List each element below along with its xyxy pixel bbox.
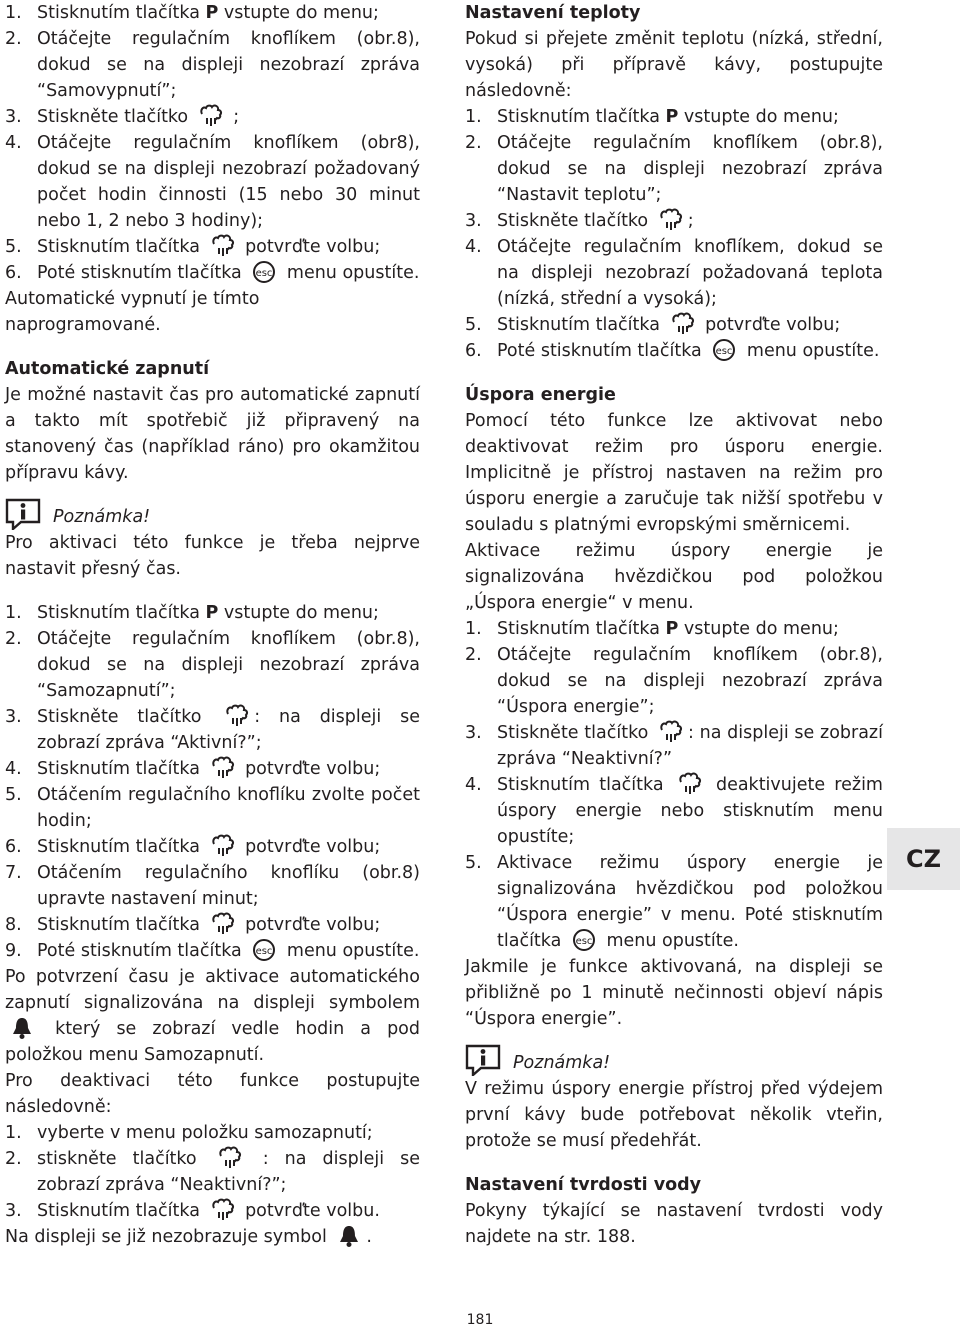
list-number: 9. (5, 941, 22, 961)
note (5, 498, 420, 530)
list-item (465, 772, 883, 850)
list-text: Stiskněte tlačítko : na displeji se zobrazí zpráva “Aktivní?”; (37, 704, 420, 756)
steam-button-icon (208, 234, 238, 258)
steam-button-icon (208, 1198, 238, 1222)
list-text: Poté stisknutím tlačítka esc menu opustíte. (497, 338, 883, 364)
list-item (5, 104, 420, 130)
auto-off-done: Automatické vypnutí je tímto naprogramované. (5, 289, 260, 335)
list-text: stiskněte tlačítko : na displeji se zobrazí zpráva “Neaktivní?”; (37, 1146, 420, 1198)
list-item (465, 720, 883, 772)
temperature-intro: Pokud si přejete změnit teplotu (nízká, střední, vysoká) při přípravě kávy, postupujte následovně: (465, 29, 883, 101)
note-label: Poznámka! (513, 1053, 611, 1073)
list-text: Stisknutím tlačítka P vstupte do menu; (497, 619, 839, 639)
note-text: V režimu úspory energie přístroj před výdejem první kávy bude potřebovat několik vteřin, protože se musí předehřát. (465, 1079, 883, 1151)
steam-button-icon (208, 756, 238, 780)
esc-button-icon (249, 260, 279, 284)
list-number: 2. (5, 629, 22, 649)
list-text: vyberte v menu položku samozapnutí; (37, 1123, 373, 1143)
water-hardness-text: Pokyny týkající se nastavení tvrdosti vody najdete na str. 188. (465, 1201, 883, 1247)
list-number: 1. (465, 619, 482, 639)
list-number: 6. (465, 341, 482, 361)
list-text: Otáčejte regulačním knoflíkem (obr8), dokud se na displeji nezobrazí požadovaný počet hodin činnosti (15 nebo 30 minut nebo 1, 2 nebo 3 hodiny); (37, 133, 420, 231)
info-icon (5, 498, 41, 530)
energy-text-1: Pomocí této funkce lze aktivovat nebo deaktivovat režim pro úsporu energie. Implicitně je přístroj nastaven na režim pro úsporu energie a zaručuje tak nižší spotřebu v souladu s platnými evropskými směrnicemi. (465, 411, 883, 535)
auto-on-heading: Automatické zapnutí (5, 359, 210, 379)
svg-text:esc: esc (255, 946, 273, 957)
deactivation-intro: Pro deaktivaci této funkce postupujte následovně: (5, 1071, 420, 1117)
auto-on-text: Je možné nastavit čas pro automatické zapnutí a takto mít spotřebič již připravený na stanovený čas (například ráno) pro okamžitou přípravu kávy. (5, 385, 420, 483)
svg-text:esc: esc (715, 346, 733, 357)
list-item (465, 312, 883, 338)
esc-button-icon (709, 338, 739, 362)
list-item (5, 1146, 420, 1198)
list-item (5, 912, 420, 938)
list-number: 6. (5, 837, 22, 857)
energy-after: Jakmile je funkce aktivovaná, na displeji se přibližně po 1 minutě nečinnosti objeví nápis “Úspora energie”. (465, 957, 883, 1029)
list-number: 4. (465, 237, 482, 257)
list-number: 1. (5, 1123, 22, 1143)
info-icon (465, 1044, 501, 1076)
final-note: Na displeji se již nezobrazuje symbol . (5, 1224, 420, 1250)
list-number: 2. (465, 133, 482, 153)
list-item (465, 104, 883, 130)
list-text: Stisknutím tlačítka potvrďte volbu; (37, 834, 420, 860)
list-number: 7. (5, 863, 22, 883)
list-text: Otáčejte regulačním knoflíkem (obr.8), dokud se na displeji nezobrazí zpráva “Nastavit teplotu”; (497, 133, 883, 205)
list-number: 3. (5, 107, 22, 127)
esc-button-icon (569, 928, 599, 952)
steam-button-icon (196, 104, 226, 128)
list-item (5, 234, 420, 260)
list-item (5, 938, 420, 964)
list-text: Stisknutím tlačítka potvrďte volbu; (37, 234, 420, 260)
list-text: Stisknutím tlačítka potvrďte volbu; (497, 312, 883, 338)
energy-steps (465, 616, 883, 954)
water-hardness-heading: Nastavení tvrdosti vody (465, 1175, 702, 1195)
auto-on-steps (5, 600, 420, 964)
svg-text:esc: esc (255, 268, 273, 279)
list-item (5, 600, 420, 626)
list-number: 4. (465, 775, 482, 795)
list-item (465, 130, 883, 208)
language-tab: CZ (887, 828, 960, 890)
list-item (465, 616, 883, 642)
list-item (465, 234, 883, 312)
list-text: Otáčejte regulačním knoflíkem, dokud se na displeji nezobrazí požadovaná teplota (nízká, střední a vysoká); (497, 237, 883, 309)
steam-button-icon (656, 720, 686, 744)
list-number: 1. (465, 107, 482, 127)
steam-button-icon (675, 772, 705, 796)
bell-icon (334, 1224, 364, 1248)
steam-button-icon (656, 208, 686, 232)
auto-on-confirmation: Po potvrzení času je aktivace automatického zapnutí signalizována na displeji symbolem který se zobrazí vedle hodin a pod položkou menu Samozapnutí. (5, 967, 420, 1065)
note-text: Pro aktivaci této funkce je třeba nejprve nastavit přesný čas. (5, 533, 420, 579)
list-text: Otáčejte regulačním knoflíkem (obr.8), dokud se na displeji nezobrazí zpráva “Samozapnutí”; (37, 629, 420, 701)
list-item (5, 0, 420, 26)
list-item (5, 1120, 420, 1146)
list-text: Stiskněte tlačítko ; (497, 208, 883, 234)
temperature-heading: Nastavení teploty (465, 3, 641, 23)
list-item (5, 834, 420, 860)
list-number: 2. (5, 29, 22, 49)
list-number: 2. (5, 1149, 22, 1169)
list-number: 1. (5, 603, 22, 623)
list-text: Aktivace režimu úspory energie je signalizována hvězdičkou pod položkou “Úspora energie” v menu. Poté stisknutím tlačítka esc menu opustíte. (497, 853, 883, 951)
left-column (5, 0, 420, 1250)
list-text: Stisknutím tlačítka potvrďte volbu; (37, 756, 420, 782)
list-text: Stisknutím tlačítka P vstupte do menu; (37, 3, 379, 23)
right-column (465, 0, 883, 1250)
list-item (5, 860, 420, 912)
list-number: 2. (465, 645, 482, 665)
list-text: Otáčejte regulačním knoflíkem (obr.8), dokud se na displeji nezobrazí zpráva “Samovypnutí”; (37, 29, 420, 101)
list-text: Stisknutím tlačítka potvrďte volbu; (37, 912, 420, 938)
page-number: 181 (466, 1312, 494, 1328)
list-number: 5. (5, 237, 22, 257)
list-item (465, 208, 883, 234)
list-text: Stiskněte tlačítko ; (37, 104, 420, 130)
bell-icon (7, 1016, 37, 1040)
list-item (5, 1198, 420, 1224)
energy-heading: Úspora energie (465, 385, 616, 405)
list-text: Stisknutím tlačítka P vstupte do menu; (37, 603, 379, 623)
list-item (465, 642, 883, 720)
list-text: Poté stisknutím tlačítka esc menu opustíte. (37, 260, 420, 286)
list-number: 5. (465, 853, 482, 873)
list-item (5, 130, 420, 234)
steam-button-icon (208, 834, 238, 858)
list-text: Poté stisknutím tlačítka esc menu opustíte. (37, 938, 420, 964)
svg-text:esc: esc (575, 936, 593, 947)
list-number: 3. (5, 707, 22, 727)
list-number: 4. (5, 759, 22, 779)
deactivation-steps (5, 1120, 420, 1224)
list-item (5, 782, 420, 834)
list-item (5, 756, 420, 782)
list-number: 3. (465, 723, 482, 743)
list-text: Stiskněte tlačítko : na displeji se zobrazí zpráva “Neaktivní?” (497, 720, 883, 772)
list-number: 3. (5, 1201, 22, 1221)
list-item (5, 26, 420, 104)
list-item (465, 850, 883, 954)
list-item (5, 260, 420, 286)
list-text: Otáčením regulačního knoflíku zvolte počet hodin; (37, 785, 420, 831)
note-label: Poznámka! (53, 507, 151, 527)
note (465, 1044, 883, 1076)
list-number: 6. (5, 263, 22, 283)
list-number: 5. (5, 785, 22, 805)
list-text: Stisknutím tlačítka potvrďte volbu. (37, 1198, 420, 1224)
list-number: 5. (465, 315, 482, 335)
list-item (5, 626, 420, 704)
list-text: Otáčením regulačního knoflíku (obr.8) upravte nastavení minut; (37, 863, 420, 909)
list-item (5, 704, 420, 756)
list-number: 8. (5, 915, 22, 935)
steam-button-icon (222, 704, 252, 728)
list-item (465, 338, 883, 364)
esc-button-icon (249, 938, 279, 962)
list-text: Stisknutím tlačítka P vstupte do menu; (497, 107, 839, 127)
list-number: 4. (5, 133, 22, 153)
list-number: 3. (465, 211, 482, 231)
energy-text-2: Aktivace režimu úspory energie je signalizována hvězdičkou pod položkou „Úspora energie“ v menu. (465, 541, 883, 613)
auto-off-steps (5, 0, 420, 286)
steam-button-icon (208, 912, 238, 936)
steam-button-icon (668, 312, 698, 336)
list-text: Otáčejte regulačním knoflíkem (obr.8), dokud se na displeji nezobrazí zpráva “Úspora energie”; (497, 645, 883, 717)
list-text: Stisknutím tlačítka deaktivujete režim úspory energie nebo stisknutím menu opustíte; (497, 772, 883, 850)
steam-button-icon (215, 1146, 245, 1170)
temperature-steps (465, 104, 883, 364)
list-number: 1. (5, 3, 22, 23)
